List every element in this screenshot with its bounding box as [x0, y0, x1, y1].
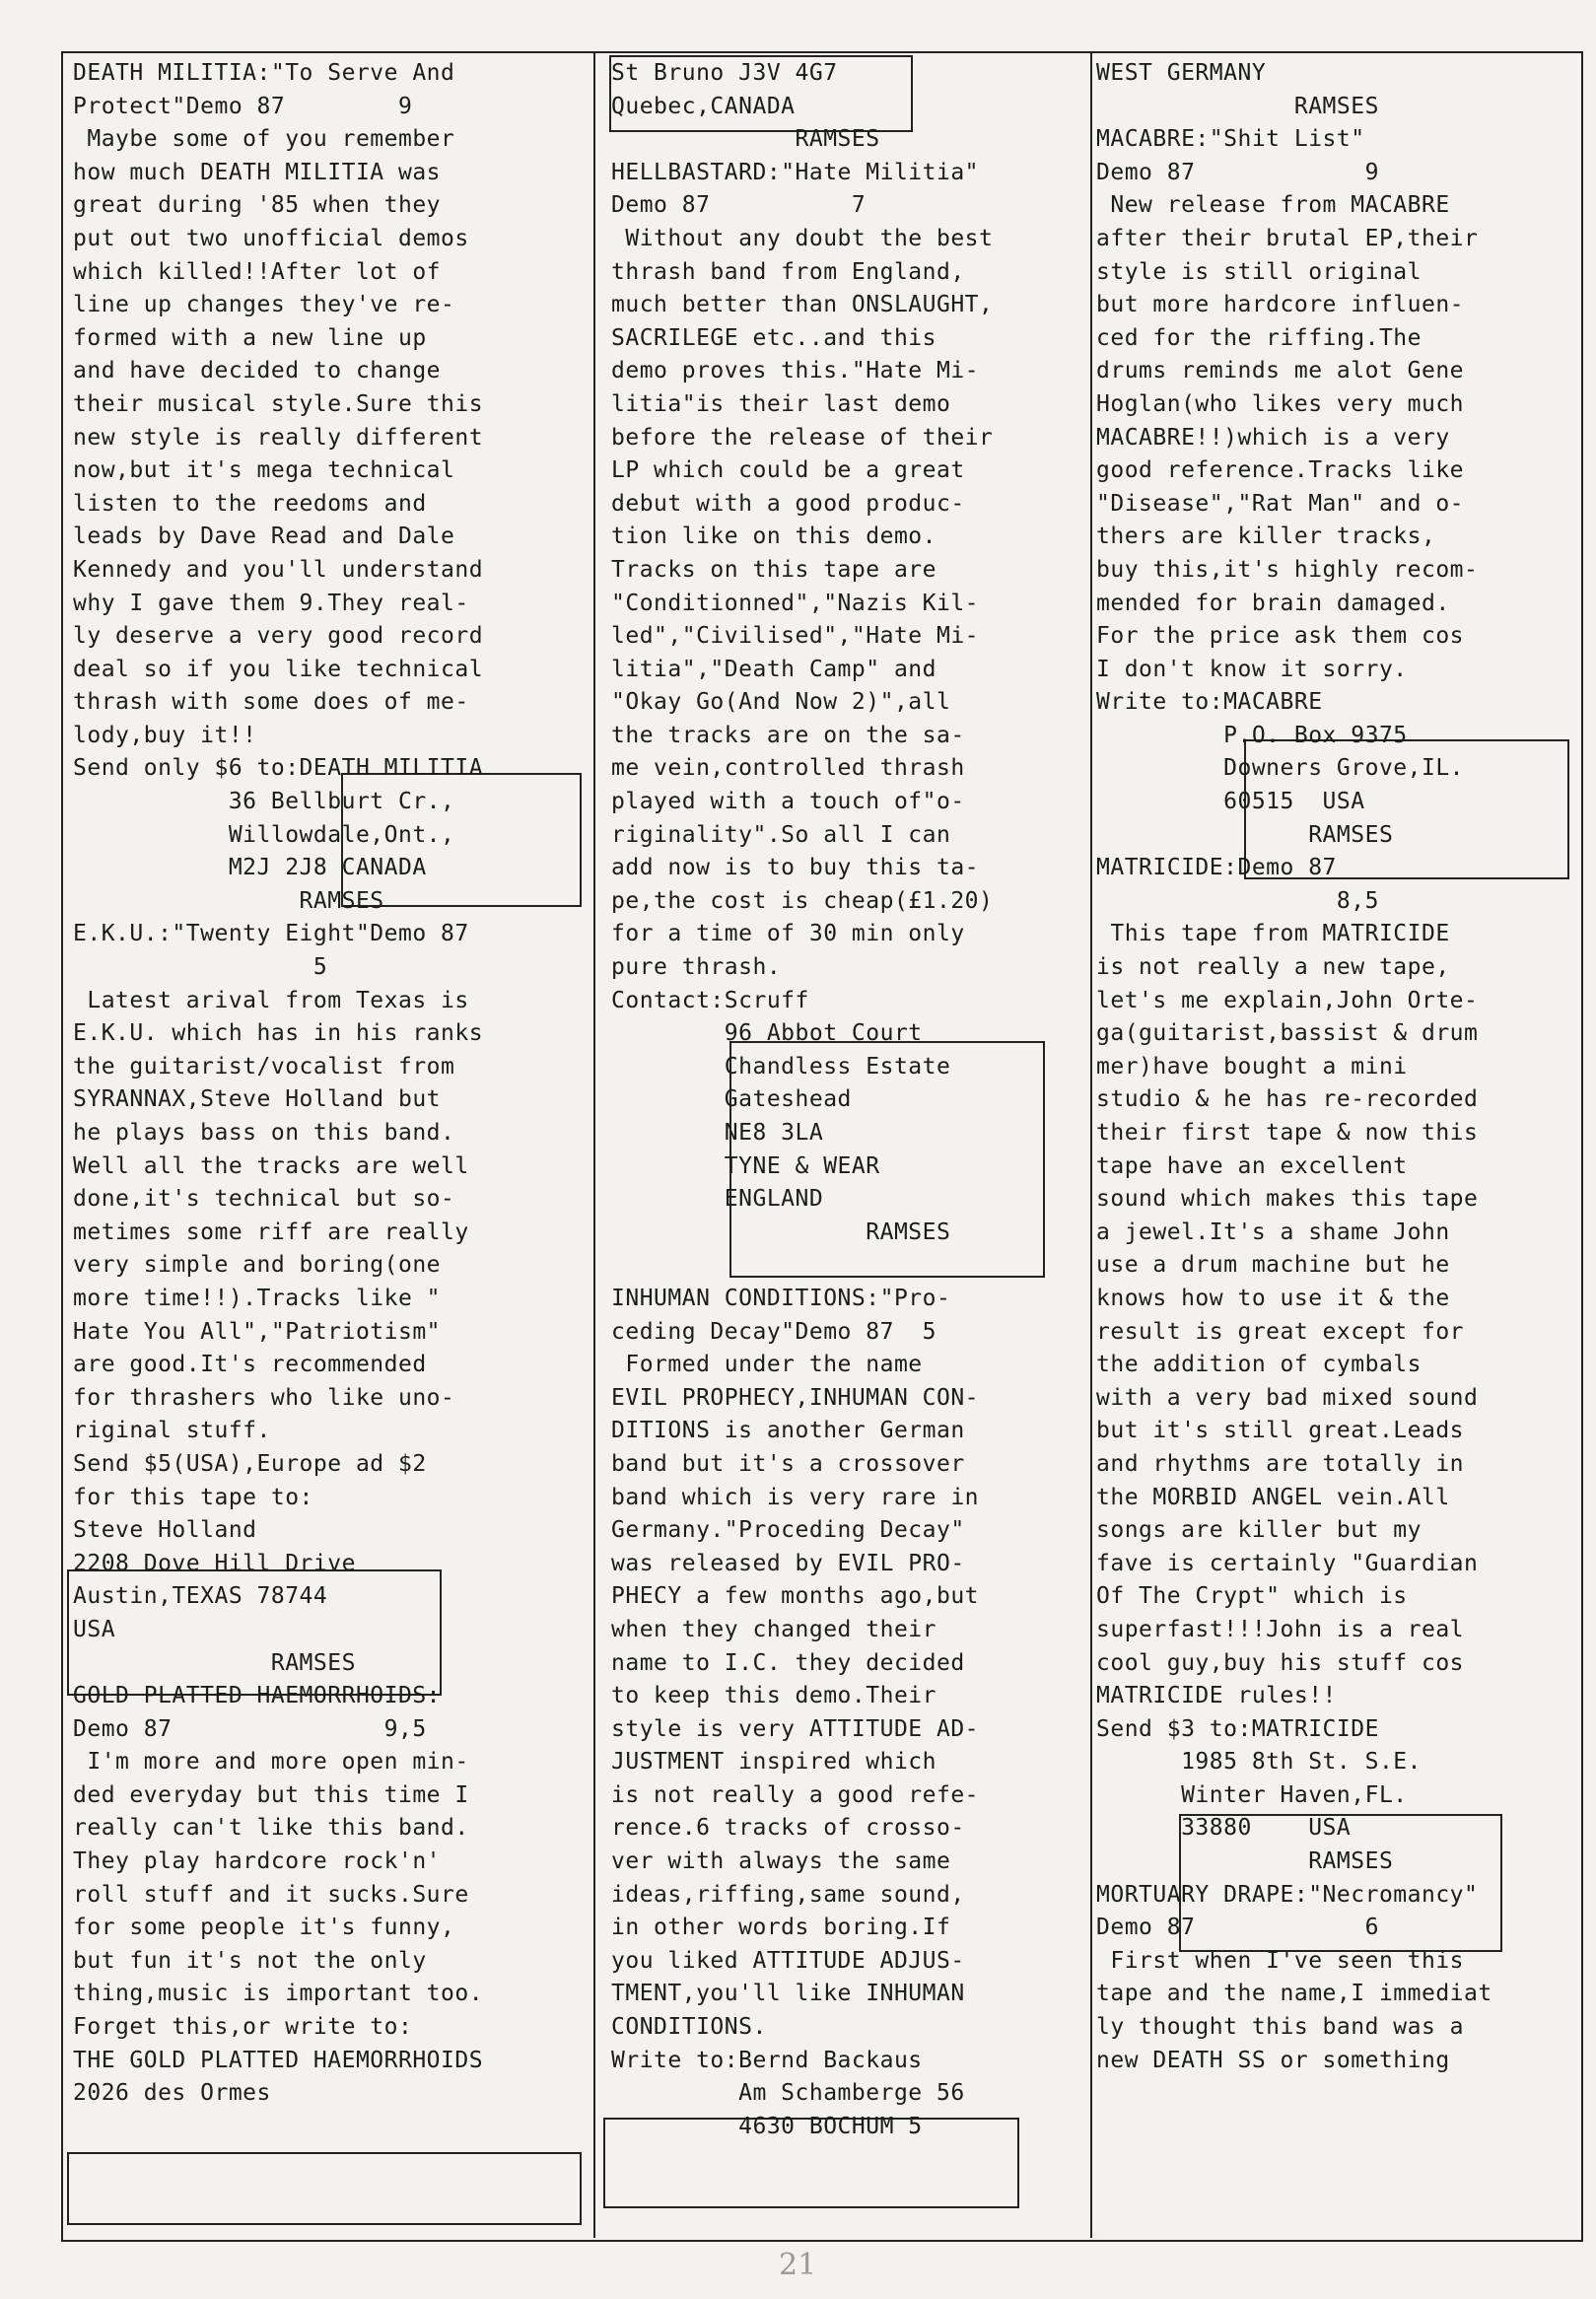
- text-line: how much DEATH MILITIA was: [73, 159, 442, 185]
- text-line: you liked ATTITUDE ADJUS-: [611, 1947, 965, 1974]
- text-line: Tracks on this tape are: [611, 556, 937, 583]
- text-line: use a drum machine but he: [1096, 1252, 1450, 1279]
- text-line: Winter Haven,FL.: [1096, 1781, 1408, 1808]
- text-line: but it's still great.Leads: [1096, 1418, 1465, 1444]
- text-line: ver with always the same: [611, 1848, 951, 1875]
- text-line: pe,the cost is cheap(£1.20): [611, 887, 994, 914]
- text-line: drums reminds me alot Gene: [1096, 358, 1465, 384]
- text-line: Hate You All","Patriotism": [73, 1318, 442, 1345]
- text-line: PHECY a few months ago,but: [611, 1583, 980, 1610]
- text-line: deal so if you like technical: [73, 656, 484, 682]
- text-line: Send only $6 to:DEATH MILITIA: [73, 755, 484, 782]
- text-line: after their brutal EP,their: [1096, 225, 1479, 251]
- text-line: Downers Grove,IL.: [1096, 755, 1465, 782]
- text-line: INHUMAN CONDITIONS:"Pro-: [611, 1285, 951, 1311]
- text-line: 5: [73, 954, 328, 981]
- text-line: roll stuff and it sucks.Sure: [73, 1881, 469, 1908]
- text-line: HELLBASTARD:"Hate Militia": [611, 159, 980, 185]
- text-line: 1985 8th St. S.E.: [1096, 1749, 1422, 1776]
- text-line: RAMSES: [1096, 821, 1394, 848]
- text-line: why I gave them 9.They real-: [73, 590, 469, 616]
- text-line: songs are killer but my: [1096, 1517, 1422, 1544]
- text-line: tape and the name,I immediat: [1096, 1981, 1492, 2007]
- text-line: ly deserve a very good record: [73, 623, 484, 650]
- text-line: Of The Crypt" which is: [1096, 1583, 1408, 1610]
- text-line: was released by EVIL PRO-: [611, 1550, 965, 1576]
- text-line: They play hardcore rock'n': [73, 1848, 442, 1875]
- text-line: for this tape to:: [73, 1484, 313, 1510]
- text-line: Send $3 to:MATRICIDE: [1096, 1715, 1379, 1742]
- text-line: 8,5: [1096, 887, 1379, 914]
- text-line: new DEATH SS or something: [1096, 2047, 1450, 2073]
- text-line: knows how to use it & the: [1096, 1285, 1450, 1311]
- text-line: litia"is their last demo: [611, 390, 951, 417]
- text-line: very simple and boring(one: [73, 1252, 442, 1279]
- text-line: 2026 des Ormes: [73, 2080, 271, 2107]
- text-line: NE8 3LA: [611, 1120, 824, 1146]
- text-line: P.O. Box 9375: [1096, 722, 1408, 748]
- text-line: for some people it's funny,: [73, 1915, 455, 1941]
- text-line: Austin,TEXAS 78744: [73, 1583, 328, 1610]
- text-line: before the release of their: [611, 424, 994, 451]
- text-line: Kennedy and you'll understand: [73, 556, 484, 583]
- text-line: MACABRE:"Shit List": [1096, 126, 1365, 153]
- text-line: "Okay Go(And Now 2)",all: [611, 689, 951, 716]
- text-line: name to I.C. they decided: [611, 1649, 965, 1676]
- text-line: Gateshead: [611, 1086, 852, 1113]
- text-line: DITIONS is another German: [611, 1418, 965, 1444]
- text-line: USA: [73, 1616, 116, 1642]
- text-line: DEATH MILITIA:"To Serve And: [73, 60, 455, 86]
- text-line: mer)have bought a mini: [1096, 1053, 1408, 1080]
- text-line: St Bruno J3V 4G7: [611, 60, 838, 86]
- text-line: Am Schamberge 56: [611, 2080, 965, 2107]
- text-line: with a very bad mixed sound: [1096, 1384, 1479, 1411]
- text-line: riginality".So all I can: [611, 821, 951, 848]
- text-line: put out two unofficial demos: [73, 225, 469, 251]
- text-line: RAMSES: [1096, 93, 1379, 119]
- text-line: their musical style.Sure this: [73, 390, 484, 417]
- column-divider-2: [1090, 51, 1092, 2238]
- text-line: 36 Bellburt Cr.,: [73, 789, 455, 815]
- text-line: M2J 2J8 CANADA: [73, 855, 427, 881]
- text-line: I'm more and more open min-: [73, 1749, 469, 1776]
- text-line: Send $5(USA),Europe ad $2: [73, 1450, 427, 1477]
- text-line: their first tape & now this: [1096, 1120, 1479, 1146]
- text-line: RAMSES: [611, 1219, 951, 1245]
- text-line: tape have an excellent: [1096, 1152, 1408, 1179]
- text-line: EVIL PROPHECY,INHUMAN CON-: [611, 1384, 980, 1411]
- text-line: Demo 87 9: [1096, 159, 1379, 185]
- text-line: band which is very rare in: [611, 1484, 980, 1510]
- text-line: Willowdale,Ont.,: [73, 821, 455, 848]
- text-line: 60515 USA: [1096, 789, 1365, 815]
- text-line: lody,buy it!!: [73, 722, 257, 748]
- text-line: he plays bass on this band.: [73, 1120, 455, 1146]
- text-line: rence.6 tracks of crosso-: [611, 1815, 965, 1842]
- text-line: First when I've seen this: [1096, 1947, 1465, 1974]
- text-line: ly thought this band was a: [1096, 2014, 1465, 2041]
- text-line: add now is to buy this ta-: [611, 855, 980, 881]
- text-line: metimes some riff are really: [73, 1219, 469, 1245]
- text-line: E.K.U.:"Twenty Eight"Demo 87: [73, 921, 469, 947]
- text-line: Hoglan(who likes very much: [1096, 390, 1465, 417]
- text-line: Germany."Proceding Decay": [611, 1517, 965, 1544]
- text-line: now,but it's mega technical: [73, 457, 455, 484]
- text-line: much better than ONSLAUGHT,: [611, 292, 994, 318]
- text-line: which killed!!After lot of: [73, 258, 442, 285]
- text-line: style is still original: [1096, 258, 1422, 285]
- text-line: a jewel.It's a shame John: [1096, 1219, 1450, 1245]
- text-line: ideas,riffing,same sound,: [611, 1881, 965, 1908]
- text-line: TYNE & WEAR: [611, 1152, 880, 1179]
- text-line: Formed under the name: [611, 1352, 923, 1378]
- column-divider-1: [593, 51, 595, 2238]
- text-line: Write to:Bernd Backaus: [611, 2047, 923, 2073]
- text-line: Well all the tracks are well: [73, 1152, 469, 1179]
- text-line: for thrashers who like uno-: [73, 1384, 455, 1411]
- text-line: RAMSES: [611, 126, 880, 153]
- text-line: and have decided to change: [73, 358, 442, 384]
- text-line: 33880 USA: [1096, 1815, 1352, 1842]
- text-line: Protect"Demo 87 9: [73, 93, 413, 119]
- text-line: are good.It's recommended: [73, 1352, 427, 1378]
- text-line: led","Civilised","Hate Mi-: [611, 623, 980, 650]
- text-line: the guitarist/vocalist from: [73, 1053, 455, 1080]
- text-line: THE GOLD PLATTED HAEMORRHOIDS: [73, 2047, 484, 2073]
- text-line: MATRICIDE:Demo 87: [1096, 855, 1337, 881]
- text-line: formed with a new line up: [73, 324, 427, 351]
- column-middle: [611, 57, 1084, 2143]
- text-line: TMENT,you'll like INHUMAN: [611, 1981, 965, 2007]
- text-line: studio & he has re-recorded: [1096, 1086, 1479, 1113]
- text-line: result is great except for: [1096, 1318, 1465, 1345]
- text-line: E.K.U. which has in his ranks: [73, 1020, 484, 1047]
- text-line: Quebec,CANADA: [611, 93, 796, 119]
- text-line: band but it's a crossover: [611, 1450, 965, 1477]
- text-line: played with a touch of"o-: [611, 789, 965, 815]
- text-line: RAMSES: [1096, 1848, 1394, 1875]
- text-line: let's me explain,John Orte-: [1096, 987, 1479, 1013]
- text-line: new style is really different: [73, 424, 484, 451]
- column-right: [1096, 57, 1575, 2077]
- text-line: debut with a good produc-: [611, 490, 965, 517]
- text-line: cool guy,buy his stuff cos: [1096, 1649, 1465, 1676]
- text-line: the tracks are on the sa-: [611, 722, 965, 748]
- text-line: demo proves this."Hate Mi-: [611, 358, 980, 384]
- text-line: riginal stuff.: [73, 1418, 271, 1444]
- text-line: thers are killer tracks,: [1096, 523, 1436, 550]
- text-line: This tape from MATRICIDE: [1096, 921, 1450, 947]
- text-line: CONDITIONS.: [611, 2014, 767, 2041]
- text-line: me vein,controlled thrash: [611, 755, 965, 782]
- text-line: done,it's technical but so-: [73, 1186, 455, 1213]
- text-line: I don't know it sorry.: [1096, 656, 1408, 682]
- text-line: Demo 87 6: [1096, 1915, 1379, 1941]
- text-line: superfast!!!John is a real: [1096, 1616, 1465, 1642]
- text-line: Steve Holland: [73, 1517, 257, 1544]
- text-line: the addition of cymbals: [1096, 1352, 1422, 1378]
- text-line: GOLD PLATTED HAEMORRHOIDS:: [73, 1683, 442, 1709]
- text-line: more time!!).Tracks like ": [73, 1285, 442, 1311]
- text-line: and rhythms are totally in: [1096, 1450, 1465, 1477]
- text-line: ceding Decay"Demo 87 5: [611, 1318, 937, 1345]
- text-line: Maybe some of you remember: [73, 126, 455, 153]
- text-line: pure thrash.: [611, 954, 782, 981]
- text-line: is not really a new tape,: [1096, 954, 1450, 981]
- text-line: [611, 1249, 1084, 1283]
- column-left: [73, 57, 586, 2111]
- text-line: for a time of 30 min only: [611, 921, 965, 947]
- text-line: Demo 87 7: [611, 192, 867, 219]
- text-line: MORTUARY DRAPE:"Necromancy": [1096, 1881, 1479, 1908]
- text-line: really can't like this band.: [73, 1815, 469, 1842]
- text-line: ded everyday but this time I: [73, 1781, 469, 1808]
- text-line: great during '85 when they: [73, 192, 442, 219]
- text-line: 2208 Dove Hill Drive: [73, 1550, 356, 1576]
- text-line: LP which could be a great: [611, 457, 965, 484]
- text-line: Demo 87 9,5: [73, 1715, 427, 1742]
- address-box-gold-platted: [67, 2152, 582, 2225]
- text-line: leads by Dave Read and Dale: [73, 523, 455, 550]
- text-line: thing,music is important too.: [73, 1981, 484, 2007]
- text-line: but more hardcore influen-: [1096, 292, 1465, 318]
- text-line: Contact:Scruff: [611, 987, 809, 1013]
- page-number: 21: [779, 2248, 817, 2282]
- text-line: MATRICIDE rules!!: [1096, 1683, 1337, 1709]
- text-line: good reference.Tracks like: [1096, 457, 1465, 484]
- text-line: 4630 BOCHUM 5: [611, 2113, 923, 2139]
- text-line: mended for brain damaged.: [1096, 590, 1450, 616]
- text-line: thrash with some does of me-: [73, 689, 469, 716]
- text-line: when they changed their: [611, 1616, 937, 1642]
- text-line: "Disease","Rat Man" and o-: [1096, 490, 1465, 517]
- text-line: Latest arival from Texas is: [73, 987, 469, 1013]
- text-line: JUSTMENT inspired which: [611, 1749, 937, 1776]
- text-line: Write to:MACABRE: [1096, 689, 1323, 716]
- text-line: 96 Abbot Court: [611, 1020, 923, 1047]
- text-line: Without any doubt the best: [611, 225, 994, 251]
- text-line: listen to the reedoms and: [73, 490, 427, 517]
- text-line: in other words boring.If: [611, 1915, 951, 1941]
- text-line: WEST GERMANY: [1096, 60, 1267, 86]
- text-line: For the price ask them cos: [1096, 623, 1465, 650]
- text-line: sound which makes this tape: [1096, 1186, 1479, 1213]
- text-line: "Conditionned","Nazis Kil-: [611, 590, 980, 616]
- text-line: ced for the riffing.The: [1096, 324, 1422, 351]
- text-line: to keep this demo.Their: [611, 1683, 937, 1709]
- text-line: ENGLAND: [611, 1186, 824, 1213]
- text-line: is not really a good refe-: [611, 1781, 980, 1808]
- text-line: MACABRE!!)which is a very: [1096, 424, 1450, 451]
- text-line: fave is certainly "Guardian: [1096, 1550, 1479, 1576]
- text-line: the MORBID ANGEL vein.All: [1096, 1484, 1450, 1510]
- text-line: SACRILEGE etc..and this: [611, 324, 937, 351]
- text-line: Forget this,or write to:: [73, 2014, 413, 2041]
- text-line: thrash band from England,: [611, 258, 965, 285]
- text-line: litia","Death Camp" and: [611, 656, 937, 682]
- text-line: New release from MACABRE: [1096, 192, 1450, 219]
- text-line: tion like on this demo.: [611, 523, 937, 550]
- text-line: style is very ATTITUDE AD-: [611, 1715, 980, 1742]
- text-line: SYRANNAX,Steve Holland but: [73, 1086, 442, 1113]
- text-line: RAMSES: [73, 887, 384, 914]
- text-line: Chandless Estate: [611, 1053, 951, 1080]
- text-line: ga(guitarist,bassist & drum: [1096, 1020, 1479, 1047]
- text-line: but fun it's not the only: [73, 1947, 427, 1974]
- text-line: RAMSES: [73, 1649, 356, 1676]
- text-line: line up changes they've re-: [73, 292, 455, 318]
- text-line: buy this,it's highly recom-: [1096, 556, 1479, 583]
